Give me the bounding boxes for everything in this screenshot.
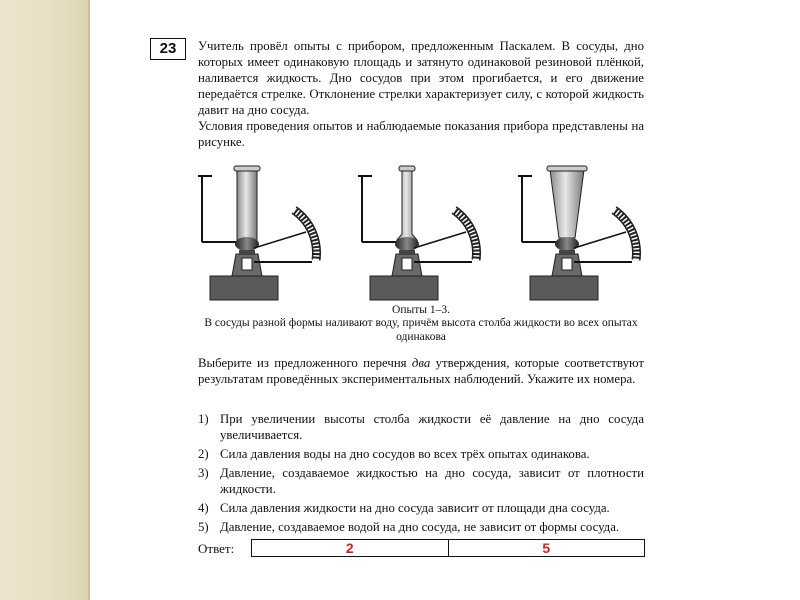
option-list — [198, 411, 644, 538]
task-number: 23 — [150, 38, 186, 60]
question-emphasis: два — [411, 356, 431, 370]
option-text: При увеличении высоты столба жидкости её давление на дно сосуда увеличивается. — [220, 412, 644, 442]
option-item — [198, 465, 644, 497]
option-number: 3) — [198, 466, 209, 480]
answer-box — [251, 539, 645, 557]
experiment-3 — [518, 166, 636, 300]
option-number: 1) — [198, 412, 209, 426]
option-number: 5) — [198, 520, 209, 534]
option-text: Сила давления воды на дно сосудов во всех трёх опытах одинакова. — [220, 447, 590, 461]
option-text: Давление, создаваемое жидкостью на дно сосуда, зависит от плотности жидкости. — [220, 466, 644, 496]
side-bar — [0, 0, 90, 600]
question-text-after: утверждения, которые соответствуют результатам проведённых экспериментальных наблюдений. Укажите их номера. — [198, 356, 644, 386]
task-intro: Учитель провёл опыты с прибором, предложенным Паскалем. В сосуды, дно которых имеет одинаковую площадь и затянуто одинаковой резиновой плёнкой, наливается жидкость. Дно сосудов при этом прогибается, и его движение передаётся стрелке. Отклонение стрелки характеризует силу, с которой жидкость давит на дно сосуда. — [198, 39, 644, 117]
task-conditions: Условия проведения опытов и наблюдаемые показания прибора представлены на рисунке. — [198, 119, 644, 149]
option-item — [198, 500, 644, 516]
experiment-1 — [198, 166, 316, 300]
option-item — [198, 519, 644, 535]
pascal-device-figure — [190, 158, 650, 303]
option-text: Давление, создаваемое водой на дно сосуда, не зависит от формы сосуда. — [220, 520, 620, 534]
option-number: 4) — [198, 501, 209, 515]
option-number: 2) — [198, 447, 209, 461]
answer-label: Ответ: — [198, 541, 235, 556]
option-text: Сила давления жидкости на дно сосуда зависит от площади дна сосуда. — [220, 501, 610, 515]
question-text — [198, 355, 644, 387]
experiment-2 — [358, 166, 476, 300]
answer-cell-1[interactable]: 2 — [345, 540, 354, 556]
figure-caption-text: В сосуды разной формы наливают воду, причём высота столба жидкости во всех опытах одинакова — [204, 317, 638, 343]
figure-caption-title: Опыты 1–3. — [392, 304, 450, 316]
option-item — [198, 446, 644, 462]
option-item — [198, 411, 644, 443]
answer-cell-2[interactable]: 5 — [448, 540, 645, 556]
question-text-before: Выберите из предложенного перечня — [198, 356, 412, 370]
